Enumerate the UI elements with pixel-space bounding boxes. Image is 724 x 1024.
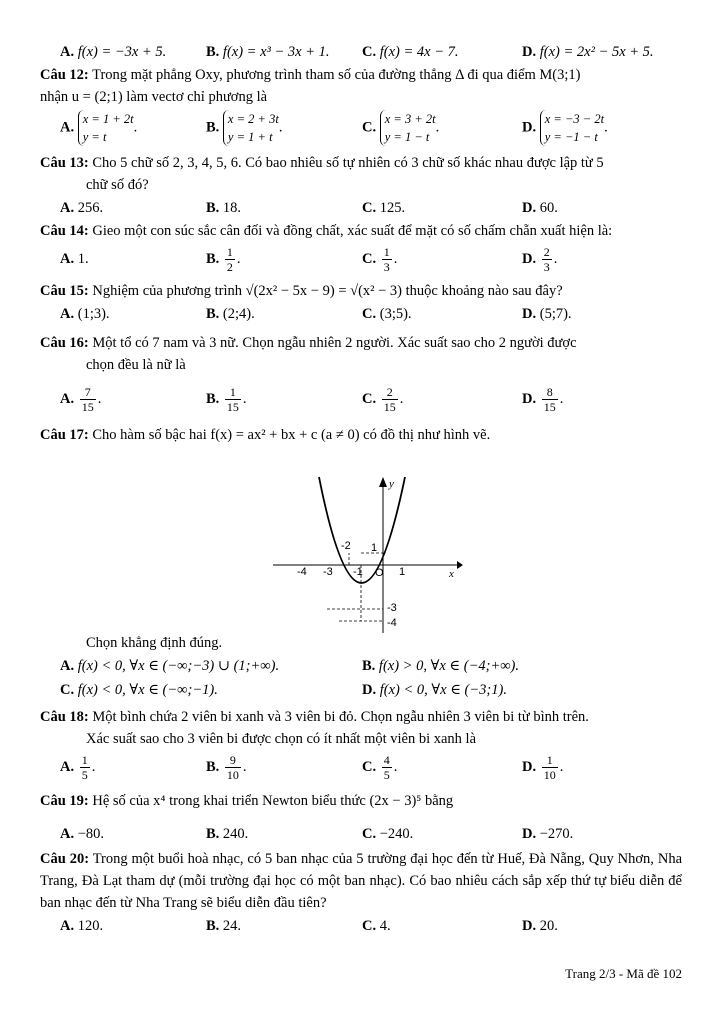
- q19-text: Câu 19: Hệ số của x⁴ trong khai triển Newton biểu thức (2x − 3)⁵ bằng: [40, 793, 454, 809]
- label-minus2: -2: [341, 540, 351, 552]
- q16-text-2: chọn đều là nữ là: [86, 357, 186, 373]
- q19-option-c: C. −240.: [362, 826, 414, 842]
- q12-options: [40, 108, 682, 152]
- x-axis-label: x: [449, 568, 454, 580]
- q11-option-a: A. f(x) = −3x + 5.: [60, 44, 167, 60]
- q17-graph-svg: [267, 475, 463, 635]
- q18-options: [40, 750, 682, 784]
- x-axis-arrow: [457, 561, 463, 569]
- q14-text: Câu 14: Gieo một con súc sắc cân đối và đồng chất, xác suất để mặt có số chấm chẵn xuất hiện là:: [40, 223, 613, 239]
- y-axis-arrow: [379, 477, 387, 487]
- q15-options: [40, 302, 682, 326]
- q17-parabola-graph: [267, 475, 463, 635]
- q19-option-b: B. 240.: [206, 826, 249, 842]
- q19-option-a: A. −80.: [60, 826, 105, 842]
- q20-options: [40, 914, 682, 938]
- q20-text: Câu 20: Trong một buổi hoà nhạc, có 5 ban nhạc của 5 trường đại học đến từ Huế, Đà Nẵng, Quy Nhơn, Nha Trang, Đà Lạt tham dự (mỗi trường đại học có một ban nhạc). Có bao nhiêu cách sắp xếp thứ tự biểu diễn để ban nhạc đến từ Nha Trang sẽ biểu diễn đầu tiên?: [40, 851, 682, 911]
- q15-option-d: D. (5;7).: [522, 306, 572, 322]
- q12-text-2: nhận u = (2;1) làm vectơ chỉ phương là: [40, 89, 268, 105]
- q18-option-a: A. $\frac{1}{5}$ .: [60, 753, 96, 783]
- exam-page-lower: [40, 632, 682, 938]
- q16-option-d: D. $\frac{8}{15}$ .: [522, 385, 564, 415]
- x-tick-1: 1: [399, 566, 406, 578]
- q17-option-a: A. f(x) < 0, ∀x ∈ (−∞;−3) ∪ (1;+∞).: [60, 658, 280, 674]
- q13-option-b: B. 18.: [206, 200, 242, 216]
- q20-option-a: A. 120.: [60, 918, 104, 934]
- q17-text: Câu 17: Cho hàm số bậc hai f(x) = ax² + bx + c (a ≠ 0) có đồ thị như hình vẽ.: [40, 427, 491, 443]
- origin-label: O: [375, 567, 384, 579]
- q12-option-b: B. x = 2 + 3t y = 1 + t.: [206, 112, 283, 144]
- q17-option-b: B. f(x) > 0, ∀x ∈ (−4;+∞).: [362, 658, 520, 674]
- q15-text: Câu 15: Nghiệm của phương trình √(2x² − 5x − 9) = √(x² − 3) thuộc khoảng nào sau đây?: [40, 283, 563, 299]
- y-tick-minus4: -4: [387, 617, 397, 629]
- q11-option-d: D. f(x) = 2x² − 5x + 5.: [522, 44, 654, 60]
- q13-option-a: A. 256.: [60, 200, 104, 216]
- q11-options: [40, 40, 682, 64]
- q16-options: [40, 382, 682, 416]
- q18-option-c: C. $\frac{4}{5}$ .: [362, 753, 398, 783]
- y-tick-1: 1: [371, 542, 378, 554]
- q17-options-row2: [40, 678, 682, 702]
- q19-options: [40, 822, 682, 846]
- q18-option-b: B. $\frac{9}{10}$ .: [206, 753, 247, 783]
- y-tick-minus3: -3: [387, 602, 397, 614]
- q12-text: Câu 12: Trong mặt phẳng Oxy, phương trình tham số của đường thẳng Δ đi qua điểm M(3;1): [40, 67, 581, 83]
- q16-option-c: C. $\frac{2}{15}$ .: [362, 385, 404, 415]
- q18-text-2: Xác suất sao cho 3 viên bi được chọn có ít nhất một viên bi xanh là: [86, 731, 477, 747]
- q18-text: Câu 18: Một bình chứa 2 viên bi xanh và 3 viên bi đỏ. Chọn ngẫu nhiên 3 viên bi từ bình trên.: [40, 709, 589, 725]
- q15-option-c: C. (3;5).: [362, 306, 412, 322]
- q14-option-d: D. $\frac{2}{3}$ .: [522, 245, 558, 275]
- x-tick-minus4: -4: [297, 566, 307, 578]
- q14-option-c: C. $\frac{1}{3}$ .: [362, 245, 398, 275]
- q13-option-d: D. 60.: [522, 200, 558, 216]
- x-tick-minus1: -1: [353, 566, 363, 578]
- q13-text-2: chữ số đó?: [86, 177, 149, 193]
- q16-text: Câu 16: Một tổ có 7 nam và 3 nữ. Chọn ngẫu nhiên 2 người. Xác suất sao cho 2 người được: [40, 335, 577, 351]
- q14-options: [40, 242, 682, 276]
- q11-option-b: B. f(x) = x³ − 3x + 1.: [206, 44, 330, 60]
- q19-option-d: D. −270.: [522, 826, 574, 842]
- q17-option-c: C. f(x) < 0, ∀x ∈ (−∞;−1).: [60, 682, 218, 698]
- q17-prompt: Chọn khẳng định đúng.: [86, 635, 223, 651]
- q12-option-a: A. x = 1 + 2t y = t.: [60, 112, 138, 144]
- y-axis-label: y: [389, 478, 394, 490]
- q16-option-a: A. $\frac{7}{15}$ .: [60, 385, 102, 415]
- q13-options: [40, 196, 682, 220]
- q14-option-b: B. $\frac{1}{2}$ .: [206, 245, 241, 275]
- q14-option-a: A. 1.: [60, 251, 89, 267]
- q20-option-b: B. 24.: [206, 918, 242, 934]
- q20-option-c: C. 4.: [362, 918, 391, 934]
- q20-option-d: D. 20.: [522, 918, 558, 934]
- q16-option-b: B. $\frac{1}{15}$ .: [206, 385, 247, 415]
- q15-option-b: B. (2;4).: [206, 306, 255, 322]
- q18-option-d: D. $\frac{1}{10}$ .: [522, 753, 564, 783]
- page-footer: Trang 2/3 - Mã đề 102: [565, 966, 682, 981]
- exam-page: [40, 40, 682, 446]
- q17-options-row1: [40, 654, 682, 678]
- q15-option-a: A. (1;3).: [60, 306, 110, 322]
- q12-option-c: C. x = 3 + 2t y = 1 − t.: [362, 112, 440, 144]
- q11-option-c: C. f(x) = 4x − 7.: [362, 44, 459, 60]
- q17-option-d: D. f(x) < 0, ∀x ∈ (−3;1).: [362, 682, 507, 698]
- q13-text: Câu 13: Cho 5 chữ số 2, 3, 4, 5, 6. Có bao nhiêu số tự nhiên có 3 chữ số khác nhau được lập từ 5: [40, 155, 604, 171]
- q12-option-d: D. x = −3 − 2t y = −1 − t.: [522, 112, 608, 144]
- x-tick-minus3: -3: [323, 566, 333, 578]
- q13-option-c: C. 125.: [362, 200, 406, 216]
